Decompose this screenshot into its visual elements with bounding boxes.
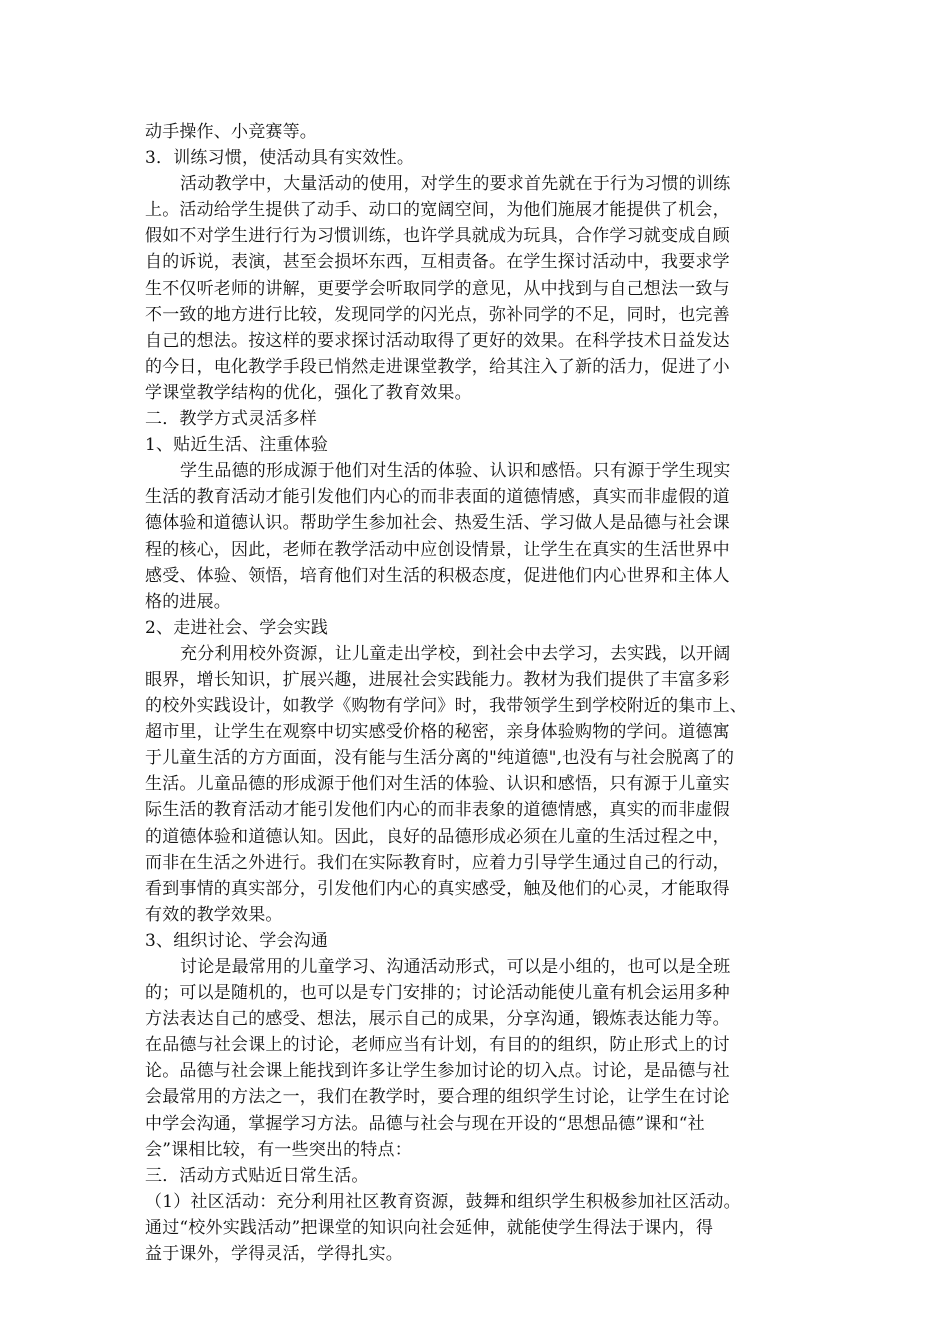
text-line: 充分利用校外资源，让儿童走出学校，到社会中去学习，去实践，以开阔 xyxy=(180,643,731,664)
text-line: 1、贴近生活、注重体验 xyxy=(145,435,329,456)
text-line: 学生品德的形成源于他们对生活的体验、认识和感悟。只有源于学生现实 xyxy=(180,461,731,482)
text-line: 方法表达自己的感受、想法，展示自己的成果，分享沟通，锻炼表达能力等。 xyxy=(145,1009,730,1030)
text-line: 会最常用的方法之一，我们在教学时，要合理的组织学生讨论，让学生在讨论 xyxy=(145,1087,730,1108)
text-line: 生不仅听老师的讲解，更要学会听取同学的意见，从中找到与自己想法一致与 xyxy=(145,278,730,299)
text-line: 二．教学方式灵活多样 xyxy=(145,409,317,430)
text-line: 的道德体验和道德认知。因此，良好的品德形成必须在儿童的生活过程之中， xyxy=(145,826,730,847)
text-line: 自己的想法。按这样的要求探讨活动取得了更好的效果。在科学技术日益发达 xyxy=(145,330,730,351)
text-line: 上。活动给学生提供了动手、动口的宽阔空间，为他们施展才能提供了机会， xyxy=(145,200,730,221)
document-body xyxy=(145,119,810,1267)
text-line: 自的诉说，表演，甚至会损坏东西，互相责备。在学生探讨活动中，我要求学 xyxy=(145,252,730,273)
text-line: 中学会沟通，掌握学习方法。品德与社会与现在开设的“思想品德”课和“社 xyxy=(145,1113,705,1134)
text-line: 的校外实践设计，如教学《购物有学问》时，我带领学生到学校附近的集市上、 xyxy=(145,696,747,717)
text-line: 感受、体验、领悟，培育他们对生活的积极态度，促进他们内心世界和主体人 xyxy=(145,565,730,586)
text-line: 生活。儿童品德的形成源于他们对生活的体验、认识和感悟，只有源于儿童实 xyxy=(145,774,730,795)
text-line: 动手操作、小竞赛等。 xyxy=(145,122,317,142)
text-line: 假如不对学生进行行为习惯训练，也许学具就成为玩具，合作学习就变成自顾 xyxy=(145,226,730,247)
text-line: 德体验和道德认识。帮助学生参加社会、热爱生活、学习做人是品德与社会课 xyxy=(145,513,730,534)
text-line: 看到事情的真实部分，引发他们内心的真实感受，触及他们的心灵，才能取得 xyxy=(145,878,730,899)
text-line: 论。品德与社会课上能找到许多让学生参加讨论的切入点。讨论，是品德与社 xyxy=(145,1061,730,1082)
text-line: 际生活的教育活动才能引发他们内心的而非表象的道德情感，真实的而非虚假 xyxy=(145,800,730,821)
text-line: 3、组织讨论、学会沟通 xyxy=(145,930,329,951)
text-line: 在品德与社会课上的讨论，老师应当有计划，有目的的组织，防止形式上的讨 xyxy=(145,1035,730,1056)
text-line: 超市里，让学生在观察中切实感受价格的秘密，亲身体验购物的学问。道德寓 xyxy=(145,722,730,743)
text-line: 会”课相比较，有一些突出的特点： xyxy=(145,1139,412,1160)
text-line: 不一致的地方进行比较，发现同学的闪光点，弥补同学的不足，同时，也完善 xyxy=(145,304,730,325)
text-line: 而非在生活之外进行。我们在实际教育时，应着力引导学生通过自己的行动， xyxy=(145,852,730,873)
text-line: 3．训练习惯，使活动具有实效性。 xyxy=(145,148,415,169)
text-line: 讨论是最常用的儿童学习、沟通活动形式，可以是小组的，也可以是全班 xyxy=(180,957,731,977)
text-line: 程的核心，因此，老师在教学活动中应创设情景，让学生在真实的生活世界中 xyxy=(145,539,730,560)
text-line: 格的进展。 xyxy=(145,591,231,612)
text-line: 于儿童生活的方方面面，没有能与生活分离的"纯道德",也没有与社会脱离了的 xyxy=(145,748,735,769)
text-line: 有效的教学效果。 xyxy=(145,904,283,925)
text-line: 生活的教育活动才能引发他们内心的而非表面的道德情感，真实而非虚假的道 xyxy=(145,487,730,508)
text-line: （1）社区活动：充分利用社区教育资源，鼓舞和组织学生积极参加社区活动。 xyxy=(145,1191,741,1212)
text-line: 三．活动方式贴近日常生活。 xyxy=(145,1165,369,1186)
text-line: 通过“校外实践活动”把课堂的知识向社会延伸，就能使学生得法于课内，得 xyxy=(145,1217,714,1238)
text-line: 学课堂教学结构的优化，强化了教育效果。 xyxy=(145,382,472,403)
text-line: 益于课外，学得灵活，学得扎实。 xyxy=(145,1244,403,1265)
text-line: 眼界，增长知识，扩展兴趣，进展社会实践能力。教材为我们提供了丰富多彩 xyxy=(145,669,730,690)
text-line: 的；可以是随机的，也可以是专门安排的；讨论活动能使儿童有机会运用多种 xyxy=(145,983,730,1004)
text-line: 2、走进社会、学会实践 xyxy=(145,617,329,638)
text-line: 活动教学中，大量活动的使用，对学生的要求首先就在于行为习惯的训练 xyxy=(180,174,731,195)
text-line: 的今日，电化教学手段已悄然走进课堂教学，给其注入了新的活力，促进了小 xyxy=(145,356,730,377)
